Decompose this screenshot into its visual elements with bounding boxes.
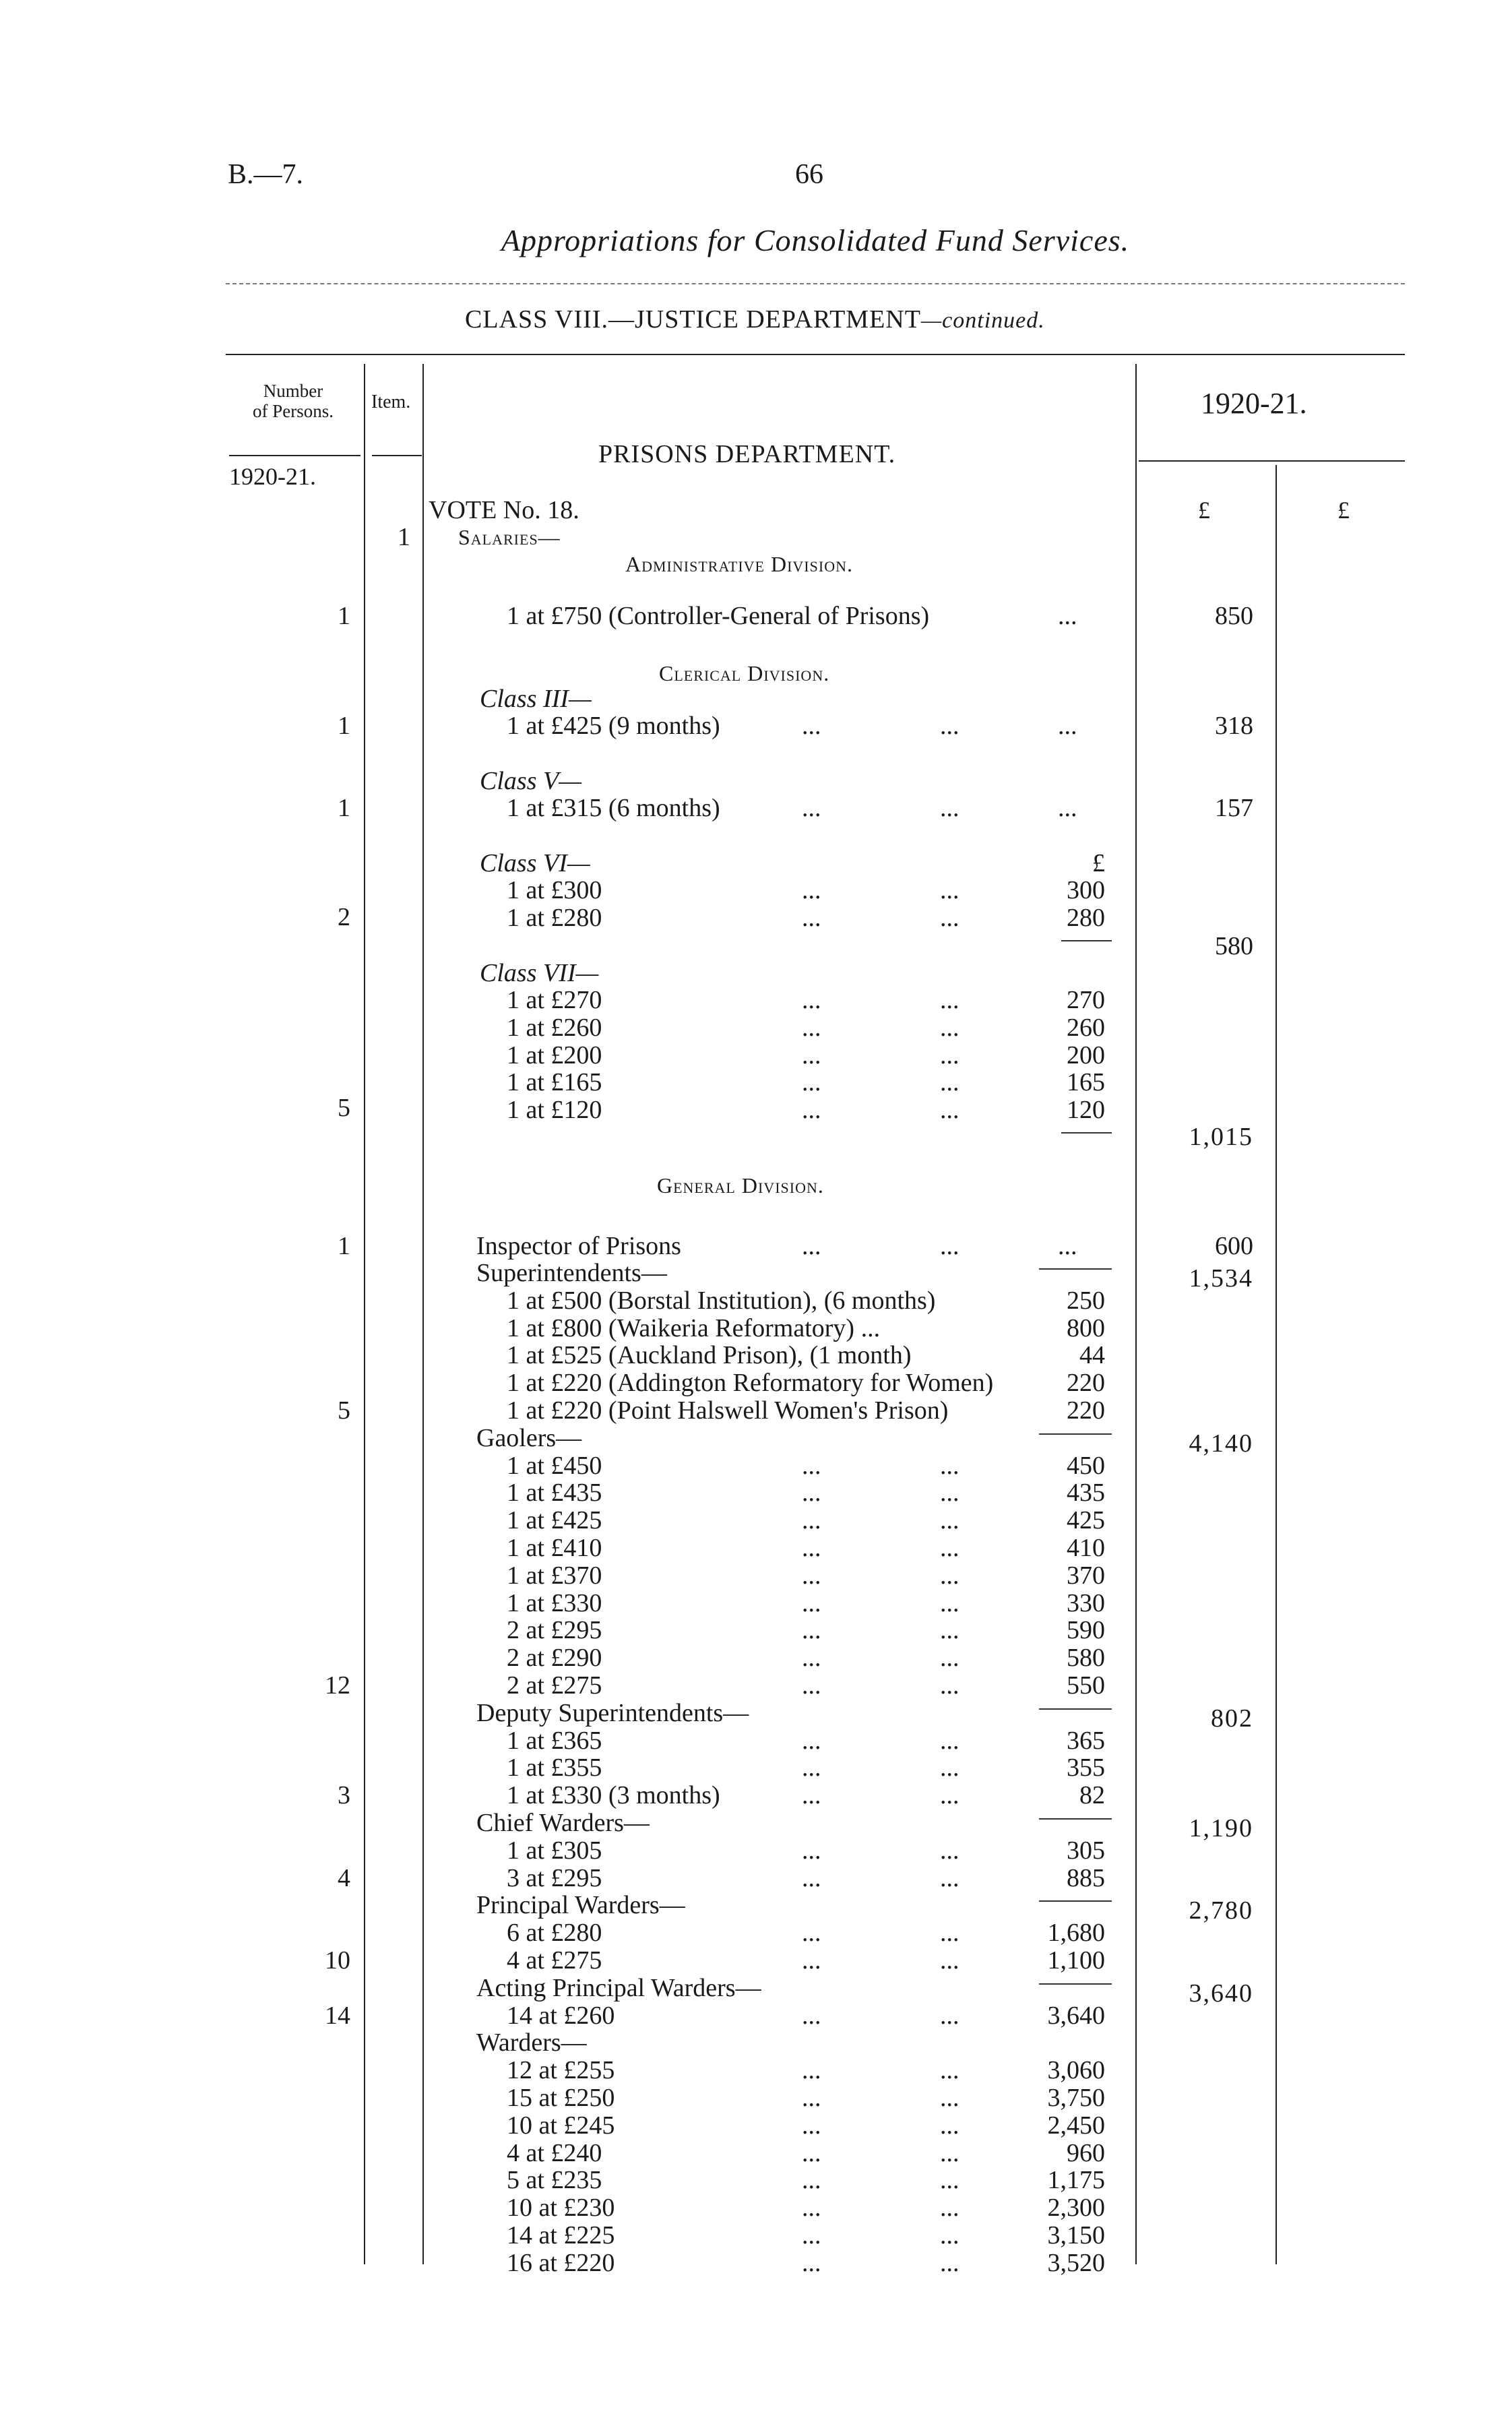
rate-line: 1 at £410 [507,1534,602,1562]
rate-amount: 300 [1067,876,1105,904]
rate-line: 1 at £525 (Auckland Prison), (1 month) [507,1341,912,1370]
leader-dots: ... [802,1068,821,1097]
subtotal-rule [1039,1900,1112,1902]
rate-line: 1 at £220 (Addington Reformatory for Women) [507,1369,994,1398]
rate-line: 16 at £220 [507,2248,615,2277]
rate-line: 1 at £270 [507,986,602,1014]
page-title: Appropriations for Consolidated Fund Services. [501,223,1130,257]
class-vi-pound: £ [1092,849,1105,877]
rate-line: 1 at £425 [507,1506,602,1535]
rate-line: 1 at £330 [507,1588,602,1617]
rate-amount: 580 [1067,1644,1105,1673]
rate-line: 1 at £300 [507,876,602,904]
subtotal-rule [1061,1132,1112,1134]
rate-line: 5 at £235 [507,2166,602,2195]
rate-amount: 270 [1067,986,1105,1014]
leader-dots: ... [802,712,821,740]
salaries-heading: Salaries— [458,525,561,549]
leader-dots: ... [802,2194,821,2223]
leader-dots: ... [802,2166,821,2195]
rate-line: 4 at £275 [507,1946,602,1975]
leader-dots: ... [802,2084,821,2112]
rate-line: 1 at £450 [507,1451,602,1480]
rate-line: 1 at £355 [507,1754,602,1782]
leader-dots: ... [940,1451,959,1480]
rate-amount: 82 [1079,1781,1105,1810]
clerical-division-heading: Clerical Division. [659,661,830,685]
count-superintendents: 5 [338,1396,350,1425]
leader-dots: ... [940,1232,959,1260]
subtotal-rule [1039,1708,1112,1710]
rate-line: 2 at £295 [507,1616,602,1645]
leader-dots: ... [940,1863,959,1892]
pound-header-2: £ [1337,497,1350,524]
count-class-iii: 1 [338,712,350,740]
rate-amount: 3,750 [1047,2084,1105,2112]
rate-line: 1 at £330 (3 months) [507,1781,720,1810]
leader-dots: ... [940,1781,959,1810]
rate-amount: 3,640 [1047,2001,1105,2030]
rate-amount: 365 [1067,1726,1105,1755]
count-chief-warders: 4 [338,1863,350,1892]
total-class-vii: 1,015 [1189,1123,1253,1151]
leader-dots: ... [940,876,959,904]
page-number: 66 [795,159,823,190]
leader-dots: ... [940,903,959,932]
deputy-superintendents-heading: Deputy Superintendents— [476,1698,749,1727]
leader-dots: ... [940,1013,959,1042]
count-principal-warders: 10 [325,1946,350,1975]
leader-dots: ... [940,1041,959,1069]
rate-amount: 3,150 [1047,2221,1105,2250]
count-class-vi: 2 [338,903,350,931]
rate-amount: 450 [1067,1451,1105,1480]
leader-dots: ... [940,2111,959,2140]
warders-heading: Warders— [476,2028,587,2057]
total-inspector: 600 [1215,1232,1253,1260]
vote-number: VOTE No. 18. [429,496,579,524]
leader-dots: ... [802,1534,821,1562]
total-admin: 850 [1215,602,1253,630]
gaolers-heading: Gaolers— [476,1423,582,1452]
rate-line: 4 at £240 [507,2138,602,2167]
leader-dots: ... [802,794,821,822]
leader-dots: ... [940,794,959,822]
leader-dots: ... [802,2056,821,2085]
rate-amount: 3,060 [1047,2056,1105,2085]
leader-dots: ... [940,1506,959,1535]
leader-dots: ... [802,1561,821,1590]
leader-dots: ... [940,1068,959,1097]
rate-amount: 120 [1067,1096,1105,1125]
leader-dots: ... [940,1616,959,1645]
leader-dots: ... [802,1836,821,1865]
general-division-heading: General Division. [657,1173,824,1198]
leader-dots: ... [802,1451,821,1480]
amount-column-rule [1135,364,1137,2264]
rate-amount: 885 [1067,1863,1105,1892]
leader-dots: ... [940,2248,959,2277]
class-iii-heading: Class III— [480,685,592,713]
administrative-division-heading: Administrative Division. [625,552,853,576]
total-column-rule [1275,465,1277,2264]
leader-dots: ... [940,2194,959,2223]
item-number: 1 [398,523,410,551]
leader-dots: ... [802,1919,821,1948]
rate-line: 1 at £305 [507,1836,602,1865]
subtotal-rule [1039,1268,1112,1270]
rate-line: 1 at £365 [507,1726,602,1755]
rate-line: 10 at £230 [507,2194,615,2223]
rate-line: 1 at £500 (Borstal Institution), (6 months) [507,1286,936,1315]
leader-dots: ... [802,1644,821,1673]
chief-warders-heading: Chief Warders— [476,1809,650,1837]
principal-warders-heading: Principal Warders— [476,1891,685,1920]
rate-line: 2 at £290 [507,1644,602,1673]
class-vii-heading: Class VII— [480,959,599,987]
leader-dots: ... [802,1946,821,1975]
leader-dots: ... [802,2001,821,2030]
leader-dots: ... [802,1863,821,1892]
rate-amount: 220 [1067,1369,1105,1398]
leader-dots: ... [940,2056,959,2085]
subtotal-rule [1039,1983,1112,1985]
total-class-v: 157 [1215,794,1253,822]
rate-amount: 260 [1067,1013,1105,1042]
rate-line: 1 at £165 [507,1068,602,1097]
rate-line: 1 at £260 [507,1013,602,1042]
rate-line: 1 at £435 [507,1479,602,1508]
rate-amount: 44 [1079,1341,1105,1370]
rate-amount: 305 [1067,1836,1105,1865]
leader-dots: ... [940,2138,959,2167]
rate-line: 14 at £225 [507,2221,615,2250]
total-class-iii: 318 [1215,712,1253,740]
column-number-of-persons: Number of Persons. [253,381,334,421]
leader-dots: ... [802,1781,821,1810]
leader-dots: ... [802,2138,821,2167]
rate-line: 1 at £800 (Waikeria Reformatory) ... [507,1313,881,1342]
rate-line: 3 at £295 [507,1863,602,1892]
rate-amount: 410 [1067,1534,1105,1562]
leader-dots: ... [802,1232,821,1260]
document-ref: B.—7. [228,159,304,190]
rate-amount: 330 [1067,1588,1105,1617]
leader-dots: ... [940,2001,959,2030]
subtotal-rule [1061,940,1112,941]
rate-amount: 165 [1067,1068,1105,1097]
column-item: Item. [371,392,411,412]
total-gaolers: 4,140 [1189,1429,1253,1458]
leader-dots: ... [802,1726,821,1755]
total-class-vi: 580 [1215,932,1253,960]
total-chief-warders: 1,190 [1189,1814,1253,1842]
class-line [465,307,1045,334]
leader-dots: ... [802,876,821,904]
leader-dots: ... [1058,794,1077,822]
leader-dots: ... [940,986,959,1014]
rate-amount: 1,680 [1047,1919,1105,1948]
rate-amount: 2,450 [1047,2111,1105,2140]
acting-principal-warders-heading: Acting Principal Warders— [476,1973,761,2002]
total-superintendents: 1,534 [1189,1264,1253,1293]
count-deputy-superintendents: 3 [338,1781,350,1810]
rate-amount: 355 [1067,1754,1105,1782]
leader-dots: ... [802,903,821,932]
class-vi-heading: Class VI— [480,849,590,877]
admin-line: 1 at £750 (Controller-General of Prisons) [507,602,930,630]
subtotal-rule [1039,1818,1112,1820]
rate-line: 1 at £120 [507,1096,602,1125]
leader-dots: ... [1058,1232,1077,1260]
rate-line: 14 at £260 [507,2001,615,2030]
rate-line: 1 at £200 [507,1041,602,1069]
count-inspector: 1 [338,1232,350,1260]
column-year-left: 1920-21. [229,463,316,490]
leader-dots: ... [802,986,821,1014]
subtotal-rule [1039,1433,1112,1435]
class-continued: —continued. [920,308,1045,333]
rate-amount: 800 [1067,1313,1105,1342]
leader-dots: ... [940,1726,959,1755]
leader-dots: ... [940,1754,959,1782]
leader-dots: ... [940,1644,959,1673]
leader-dots: ... [940,1836,959,1865]
leader-dots: ... [802,1754,821,1782]
leader-dots: ... [802,1616,821,1645]
number-header-rule [229,455,360,456]
number-column-rule [364,364,365,2264]
class-v-heading: Class V— [480,767,581,795]
table-top-rule [226,354,1405,355]
rate-line: 1 at £370 [507,1561,602,1590]
count-class-v: 1 [338,794,350,822]
rate-amount: 960 [1067,2138,1105,2167]
class-v-line: 1 at £315 (6 months) [507,794,720,822]
inspector-line: Inspector of Prisons [476,1232,681,1260]
rate-amount: 250 [1067,1286,1105,1315]
count-acting-principal-warders: 14 [325,2001,350,2030]
leader-dots: ... [802,1096,821,1125]
leader-dots: ... [940,2166,959,2195]
leader-dots: ... [940,2084,959,2112]
rate-line: 1 at £280 [507,903,602,932]
superintendents-heading: Superintendents— [476,1259,667,1287]
leader-dots: ... [1058,712,1077,740]
leader-dots: ... [940,2221,959,2250]
item-column-rule [422,364,424,2264]
rate-line: 6 at £280 [507,1919,602,1948]
year-header-rule [1139,460,1405,462]
leader-dots: ... [940,712,959,740]
total-acting-principal-warders: 3,640 [1189,1979,1253,2008]
rate-line: 2 at £275 [507,1671,602,1700]
header-rule [226,283,1405,284]
class-iii-line: 1 at £425 (9 months) [507,712,720,740]
rate-amount: 435 [1067,1479,1105,1508]
leader-dots: ... [802,1479,821,1508]
pound-header: £ [1198,497,1210,524]
rate-amount: 1,175 [1047,2166,1105,2195]
total-principal-warders: 2,780 [1189,1896,1253,1925]
item-header-rule [372,455,422,456]
column-year: 1920-21. [1201,387,1307,420]
rate-line: 10 at £245 [507,2111,615,2140]
leader-dots: ... [940,1919,959,1948]
leader-dots: ... [1058,602,1077,630]
rate-amount: 550 [1067,1671,1105,1700]
leader-dots: ... [802,1506,821,1535]
leader-dots: ... [940,1534,959,1562]
department-heading: PRISONS DEPARTMENT. [598,440,896,468]
leader-dots: ... [802,1588,821,1617]
rate-amount: 590 [1067,1616,1105,1645]
rate-amount: 370 [1067,1561,1105,1590]
leader-dots: ... [802,2248,821,2277]
leader-dots: ... [940,1588,959,1617]
count-gaolers: 12 [325,1671,350,1700]
rate-amount: 2,300 [1047,2194,1105,2223]
count-admin: 1 [338,602,350,630]
leader-dots: ... [940,1946,959,1975]
leader-dots: ... [802,2221,821,2250]
rate-line: 1 at £220 (Point Halswell Women's Prison) [507,1396,949,1425]
rate-amount: 220 [1067,1396,1105,1425]
leader-dots: ... [940,1096,959,1125]
rate-amount: 3,520 [1047,2248,1105,2277]
class-title: CLASS VIII.—JUSTICE DEPARTMENT [465,305,921,334]
rate-amount: 280 [1067,903,1105,932]
leader-dots: ... [802,1013,821,1042]
leader-dots: ... [940,1479,959,1508]
leader-dots: ... [940,1671,959,1700]
leader-dots: ... [802,2111,821,2140]
leader-dots: ... [802,1671,821,1700]
total-deputy-superintendents: 802 [1211,1704,1253,1733]
leader-dots: ... [802,1041,821,1069]
leader-dots: ... [940,1561,959,1590]
rate-amount: 200 [1067,1041,1105,1069]
rate-line: 12 at £255 [507,2056,615,2085]
rate-amount: 1,100 [1047,1946,1105,1975]
rate-line: 15 at £250 [507,2084,615,2112]
count-class-vii: 5 [338,1094,350,1122]
rate-amount: 425 [1067,1506,1105,1535]
